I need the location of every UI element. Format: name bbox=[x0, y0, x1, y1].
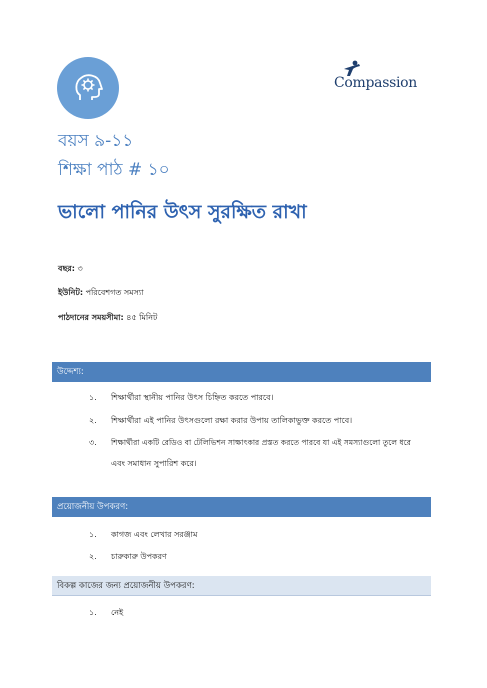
material-item: চারুকারু উপকরণ bbox=[111, 552, 167, 561]
materials-heading: প্রয়োজনীয় উপকরণ: bbox=[52, 497, 431, 517]
logo-text: Compassion bbox=[334, 75, 418, 91]
lesson-number: শিক্ষা পাঠ # ১০ bbox=[58, 160, 170, 180]
objective-item: শিক্ষার্থীরা এই পানির উৎসগুলো রক্ষা করার উপায় তালিকাভুক্ত করতে পাবে। bbox=[111, 416, 353, 425]
year-line bbox=[58, 263, 83, 276]
material-number: ২. bbox=[89, 552, 97, 561]
alt-material-number: ১. bbox=[89, 608, 97, 617]
duration-line bbox=[58, 312, 157, 325]
age-range: বয়স ৯-১১ bbox=[58, 131, 134, 151]
objective-number: ১. bbox=[89, 393, 97, 402]
year-label: বছর: bbox=[58, 264, 75, 273]
compassion-logo bbox=[334, 60, 434, 94]
material-item: কাগজ এবং লেখার সরঞ্জাম bbox=[111, 530, 198, 539]
head-gear-icon bbox=[57, 57, 119, 119]
objectives-heading: উদ্দেশ্য: bbox=[52, 362, 431, 382]
objective-item: শিক্ষার্থীরা স্থানীয় পানির উৎস চিহ্নিত করতে পারবে। bbox=[111, 393, 274, 402]
unit-line bbox=[58, 287, 144, 300]
objective-number: ২. bbox=[89, 416, 97, 425]
page-title: ভালো পানির উৎস সুরক্ষিত রাখা bbox=[58, 201, 307, 223]
material-number: ১. bbox=[89, 530, 97, 539]
objective-number: ৩. bbox=[89, 438, 97, 447]
duration-value: ৪৫ মিনিট bbox=[126, 313, 158, 322]
objective-item: শিক্ষার্থীরা একটি রেডিও বা টেলিভিশন সাক্ষাৎকার প্রস্তত করতে পারবে যা এই সমস্যাগুলো তুলে ধরে bbox=[111, 438, 411, 447]
duration-label: পাঠদানের সময়সীমা: bbox=[58, 313, 124, 322]
unit-label: ইউনিট: bbox=[58, 288, 84, 297]
objective-item-continued: এবং সমাধান সুপারিশ করে। bbox=[111, 459, 197, 468]
alt-material-item: নেই bbox=[111, 608, 124, 617]
unit-value: পরিবেশগত সমস্যা bbox=[85, 288, 144, 297]
alt-materials-heading: বিকল্প কাজের জন্য প্রয়োজনীয় উপকরণ: bbox=[52, 576, 431, 596]
year-value: ৩ bbox=[77, 264, 83, 273]
